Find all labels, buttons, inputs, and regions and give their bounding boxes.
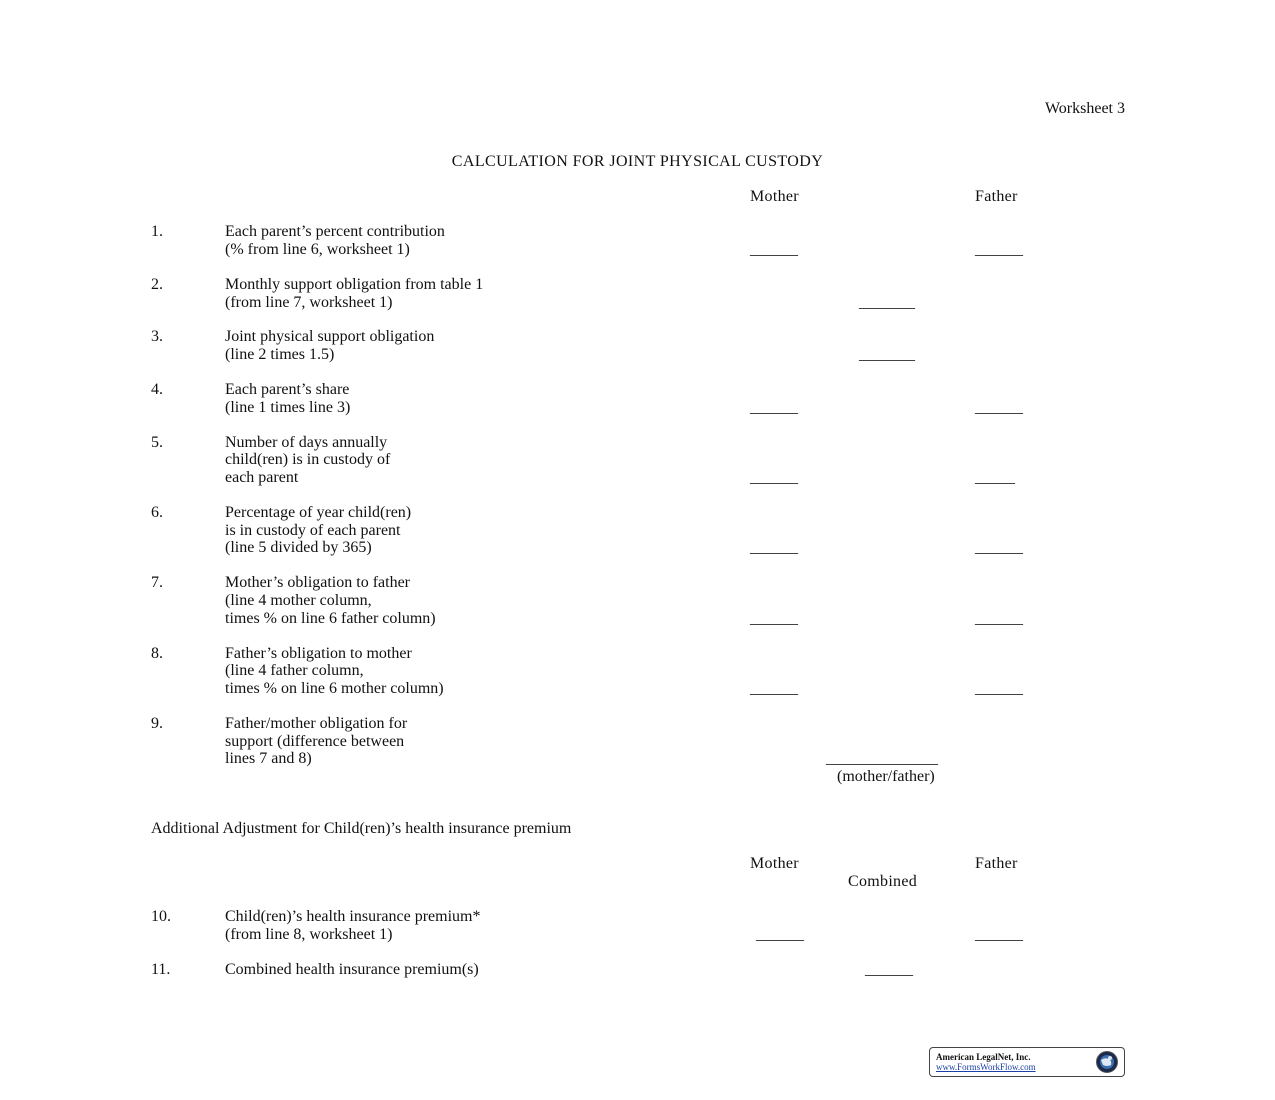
mother-blank-field[interactable]: ______ <box>750 680 798 697</box>
line-text: Percentage of year child(ren) <box>225 504 412 521</box>
line-number: 11. <box>151 961 171 978</box>
line-number: 5. <box>151 434 163 451</box>
line-number: 4. <box>151 381 163 398</box>
line-text: Father’s obligation to mother <box>225 645 412 662</box>
line-text: (from line 7, worksheet 1) <box>225 294 393 311</box>
badge-company-name: American LegalNet, Inc. <box>936 1052 1031 1062</box>
column-header-father: Father <box>975 188 1018 205</box>
line-text: (line 4 mother column, <box>225 592 372 609</box>
father-blank-field[interactable]: ______ <box>975 610 1023 627</box>
mother-blank-field[interactable]: ______ <box>756 926 804 943</box>
father-blank-field[interactable]: ______ <box>975 399 1023 416</box>
line-text: (line 1 times line 3) <box>225 399 351 416</box>
line-text: Father/mother obligation for <box>225 715 408 732</box>
line-number: 10. <box>151 908 171 925</box>
column-header-combined: Combined <box>848 873 918 890</box>
line-text: each parent <box>225 469 299 486</box>
section-heading: Additional Adjustment for Child(ren)’s health insurance premium <box>151 820 572 837</box>
line-number: 3. <box>151 328 163 345</box>
line-number: 6. <box>151 504 163 521</box>
combined-blank-field[interactable]: ______ <box>865 961 913 978</box>
line-number: 1. <box>151 223 163 240</box>
line-text: Child(ren)’s health insurance premium* <box>225 908 481 925</box>
line-text: (line 5 divided by 365) <box>225 539 372 556</box>
line-text: support (difference between <box>225 733 405 750</box>
result-caption: (mother/father) <box>837 768 935 785</box>
line-text: is in custody of each parent <box>225 522 401 539</box>
line-number: 8. <box>151 645 163 662</box>
line-text: Number of days annually <box>225 434 388 451</box>
column-header-father: Father <box>975 855 1018 872</box>
line-text: Combined health insurance premium(s) <box>225 961 479 978</box>
footer-badge[interactable] <box>929 1047 1125 1077</box>
father-blank-field[interactable]: _____ <box>975 469 1015 486</box>
column-header-mother: Mother <box>750 855 799 872</box>
father-blank-field[interactable]: ______ <box>975 680 1023 697</box>
line-number: 7. <box>151 574 163 591</box>
line-text: lines 7 and 8) <box>225 750 312 767</box>
father-blank-field[interactable]: ______ <box>975 241 1023 258</box>
mother-blank-field[interactable]: ______ <box>750 539 798 556</box>
line-text: (from line 8, worksheet 1) <box>225 926 393 943</box>
combined-blank-field[interactable]: _______ <box>859 294 915 311</box>
line-text: Each parent’s percent contribution <box>225 223 445 240</box>
worksheet-label: Worksheet 3 <box>1044 100 1125 117</box>
line-number: 2. <box>151 276 163 293</box>
mother-blank-field[interactable]: ______ <box>750 399 798 416</box>
line-text: (line 2 times 1.5) <box>225 346 335 363</box>
page-title: CALCULATION FOR JOINT PHYSICAL CUSTODY <box>451 153 824 170</box>
badge-url-link[interactable]: www.FormsWorkFlow.com <box>936 1062 1036 1072</box>
globe-logo-icon <box>1094 1050 1120 1074</box>
line-text: times % on line 6 father column) <box>225 610 436 627</box>
line-text: Joint physical support obligation <box>225 328 435 345</box>
combined-blank-field[interactable]: _______ <box>859 346 915 363</box>
line-text: times % on line 6 mother column) <box>225 680 444 697</box>
line-text: child(ren) is in custody of <box>225 451 391 468</box>
line-number: 9. <box>151 715 163 732</box>
line-text: Mother’s obligation to father <box>225 574 410 591</box>
result-blank-field[interactable]: ______________ <box>826 750 938 767</box>
mother-blank-field[interactable]: ______ <box>750 610 798 627</box>
line-text: (% from line 6, worksheet 1) <box>225 241 410 258</box>
line-text: Monthly support obligation from table 1 <box>225 276 484 293</box>
line-text: (line 4 father column, <box>225 662 364 679</box>
column-header-mother: Mother <box>750 188 799 205</box>
mother-blank-field[interactable]: ______ <box>750 241 798 258</box>
line-text: Each parent’s share <box>225 381 350 398</box>
mother-blank-field[interactable]: ______ <box>750 469 798 486</box>
father-blank-field[interactable]: ______ <box>975 539 1023 556</box>
father-blank-field[interactable]: ______ <box>975 926 1023 943</box>
